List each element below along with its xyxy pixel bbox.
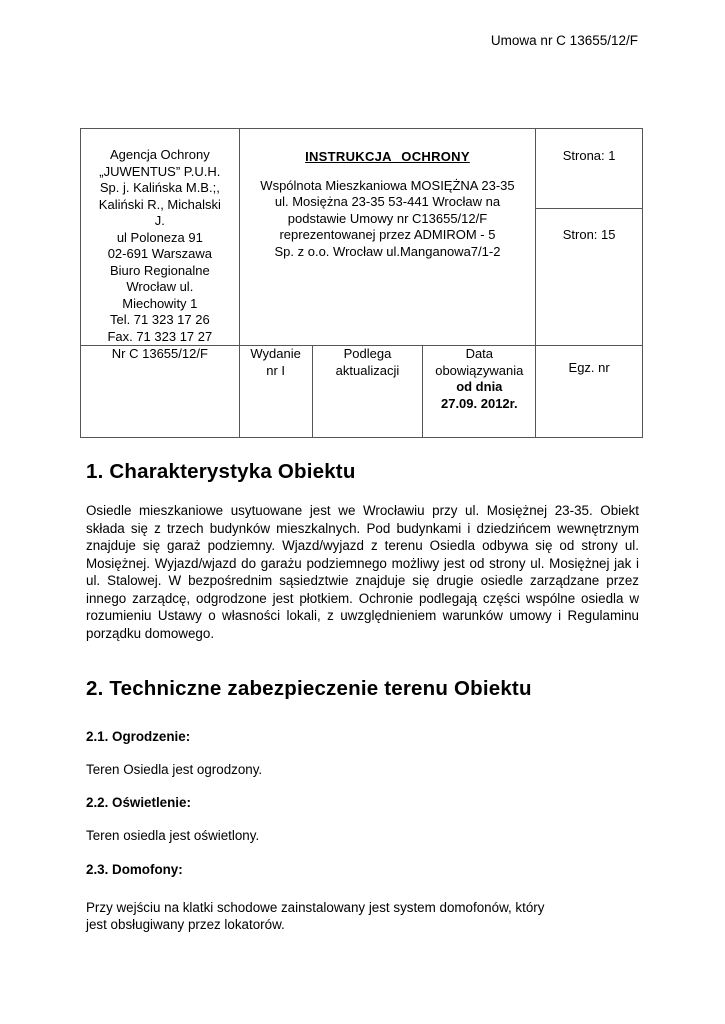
agency-line: Fax. 71 323 17 27 bbox=[107, 328, 213, 344]
validity-label: obowiązywania bbox=[435, 362, 524, 378]
agency-line: „JUWENTUS” P.U.H. bbox=[99, 163, 221, 179]
edition-label: Wydanie bbox=[250, 346, 301, 361]
agency-line: Wrocław ul. bbox=[126, 279, 194, 294]
description-line: Wspólnota Mieszkaniowa MOSIĘŻNA 23-35 bbox=[260, 177, 515, 193]
edition-cell bbox=[239, 346, 312, 438]
document-title: INSTRUKCJA OCHRONY bbox=[305, 149, 470, 164]
validity-cell bbox=[423, 346, 536, 438]
doc-number-cell bbox=[81, 346, 240, 438]
subsection-lighting-text: Teren osiedla jest oświetlony. bbox=[86, 828, 260, 843]
subsection-lighting-title: 2.2. Oświetlenie: bbox=[86, 795, 191, 810]
section-2-heading: 2. Techniczne zabezpieczenie terenu Obiektu bbox=[86, 677, 532, 700]
page-number: Strona: 1 bbox=[562, 148, 616, 163]
update-value: aktualizacji bbox=[335, 362, 400, 378]
copy-number: Egz. nr bbox=[568, 360, 610, 375]
update-label: Podlega bbox=[343, 346, 392, 361]
agency-line: 02-691 Warszawa bbox=[107, 246, 212, 261]
agency-line: Miechowity 1 bbox=[122, 295, 198, 311]
description-line: ul. Mosiężna 23-35 53-441 Wrocław na bbox=[274, 194, 501, 209]
page-count: Stron: 15 bbox=[562, 227, 616, 242]
validity-from: od dnia bbox=[456, 379, 503, 394]
validity-label: Data bbox=[465, 346, 494, 361]
agency-line: Biuro Regionalne bbox=[109, 262, 210, 278]
agency-line: Kaliński R., Michalski bbox=[98, 196, 221, 212]
agency-line: J. bbox=[154, 213, 165, 228]
page-count-cell bbox=[536, 209, 643, 346]
subsection-intercom-line: jest obsługiwany przez lokatorów. bbox=[86, 917, 285, 932]
subsection-intercom-title: 2.3. Domofony: bbox=[86, 862, 183, 877]
edition-value: nr I bbox=[266, 362, 286, 378]
update-cell bbox=[312, 346, 423, 438]
document-title-cell bbox=[239, 129, 536, 346]
agency-line: ul Poloneza 91 bbox=[116, 229, 203, 245]
subsection-fencing-title: 2.1. Ogrodzenie: bbox=[86, 729, 191, 744]
agency-cell bbox=[81, 129, 240, 346]
subsection-fencing-text: Teren Osiedla jest ogrodzony. bbox=[86, 762, 263, 777]
section-1-heading: 1. Charakterystyka Obiektu bbox=[86, 460, 356, 483]
copy-cell bbox=[536, 346, 643, 438]
page-number-cell bbox=[536, 129, 643, 209]
contract-reference: Umowa nr C 13655/12/F bbox=[490, 33, 638, 48]
description-line: Sp. z o.o. Wrocław ul.Manganowa7/1-2 bbox=[274, 243, 501, 259]
section-1-body: Osiedle mieszkaniowe usytuowane jest we Wrocławiu przy ul. Mosiężnej 23-35. Obiekt składa się z trzech budynków mieszkalnych. Pod budynkami i dziedzińcem wewnętrznym znajduje się garaż podziemny. Wjazd/wyjazd z terenu Osiedla odbywa się od strony ul. Mosiężnej. Wyjazd/wjazd do garażu podziemnego możliwy jest od strony ul. Mosiężnej jak i ul. Stalowej. W bezpośrednim sąsiedztwie znajduje się drugie osiedle zarządzane przez innego zarządcę, odgrodzone jest płotkiem. Ochronie podlegają części wspólne osiedla w rozumieniu Ustawy o własności lokali, z uwzględnieniem warunków umowy i Regulaminu porządku domowego. bbox=[86, 503, 639, 641]
document-info-table bbox=[80, 128, 643, 438]
description-line: reprezentowanej przez ADMIROM - 5 bbox=[279, 227, 496, 242]
description-line: podstawie Umowy nr C13655/12/F bbox=[287, 210, 488, 226]
agency-line: Tel. 71 323 17 26 bbox=[109, 312, 210, 327]
subsection-intercom-line: Przy wejściu na klatki schodowe zainstalowany jest system domofonów, który bbox=[86, 900, 545, 915]
doc-number: Nr C 13655/12/F bbox=[111, 346, 208, 361]
validity-date: 27.09. 2012r. bbox=[440, 395, 518, 411]
agency-line: Sp. j. Kalińska M.B.;, bbox=[99, 180, 220, 195]
agency-line: Agencja Ochrony bbox=[109, 147, 210, 162]
